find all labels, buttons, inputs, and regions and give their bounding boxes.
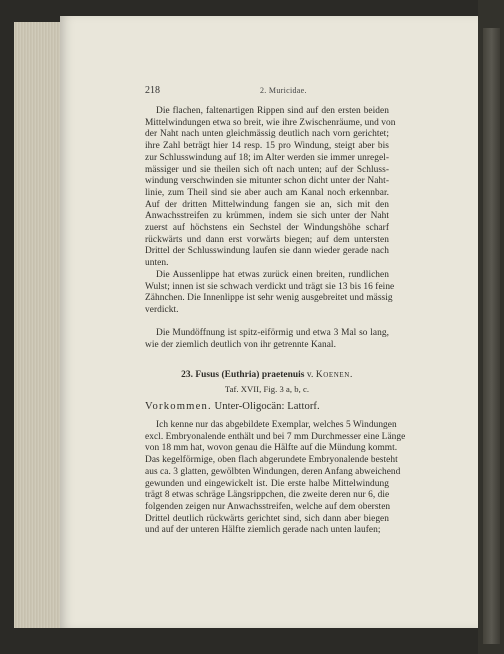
occurrence-label: Vorkommen. (145, 401, 212, 412)
text-line: der Naht nach unten gleichmässig deutlich nach vorn gerichtet; (145, 129, 389, 140)
text-line: wie der ziemlich deutlich von ihr getrennte Kanal. (145, 339, 336, 350)
species-number: 23. (181, 370, 193, 380)
species-heading (145, 370, 389, 384)
page-number: 218 (145, 85, 160, 96)
text-line: Zähnchen. Die Innenlippe ist sehr wenig ausgebreitet und mässig (145, 293, 393, 304)
text-line: gewunden und eingewickelt ist. Die erste halbe Mittelwindung (145, 478, 389, 489)
author-prefix: v. (306, 370, 314, 380)
text-line: ihre Zahl beträgt hier 14 resp. 15 pro Windung, steigt aber bis (145, 141, 389, 152)
text-line: windung verschwinden sie mitunter schon dicht unter der Naht- (145, 176, 389, 187)
text-line: und auf der unteren Hälfte ziemlich gerade nach unten laufen; (145, 525, 381, 536)
text-line: Drittel deutlich rückwärts gerichtet sind, sich dann aber biegen (145, 513, 389, 524)
paragraph-specimen-description (145, 420, 406, 537)
text-line: trägt 8 etwas schräge Längsrippchen, die zweite deren nur 6, die (145, 490, 390, 501)
text-line: folgenden zeigen nur Anwachsstreifen, welche auf dem obersten (145, 501, 391, 512)
text-line: zur Schlusswindung auf 18; im Alter werden sie immer unregel- (145, 152, 389, 163)
text-line: Anwachsstreifen zu krümmen, indem sie sich unter der Naht (145, 211, 389, 222)
plate-reference-text: Taf. XVII, Fig. 3 a, b, c. (224, 384, 310, 394)
text-line: linie, zum Theil sind sie aber auch am Kanal noch erkennbar. (145, 187, 389, 198)
text-line: mässiger und sie theilen sich oft nach unten; auf der Schluss- (145, 164, 389, 175)
text-line: Ich kenne nur das abgebildete Exemplar, welches 5 Windungen (156, 420, 397, 430)
text-line: von 18 mm hat, wovon genau die Hälfte auf die Mündung kommt. (145, 443, 398, 454)
text-line: Die flachen, faltenartigen Rippen sind auf den ersten beiden (156, 106, 389, 116)
text-line: verdickt. (145, 305, 179, 316)
text-line: excl. Embryonalende enthält und bei 7 mm Durchmesser eine Länge (145, 431, 406, 442)
species-name: Fusus (Euthria) praetenuis (195, 370, 305, 380)
paragraph-outer-lip (145, 270, 395, 317)
text-line: Das kegelförmige, oben flach abgerundete Embryonalende besteht (145, 455, 398, 466)
running-title: 2. Muricidae. (260, 86, 307, 95)
occurrence-line (145, 401, 389, 417)
paragraph-aperture (145, 328, 389, 351)
spine-tab (483, 28, 500, 644)
page-stack-edge (14, 22, 64, 628)
page-header (145, 85, 389, 99)
text-line: Die Aussenlippe hat etwas zurück einen breiten, rundlichen (156, 270, 389, 280)
text-line: Die Mundöffnung ist spitz-eiförmig und etwa 3 Mal so lang, (156, 328, 389, 338)
text-line: unten. (145, 258, 169, 269)
text-line: Drittel der Schlusswindung laufen sie dann wieder gerade nach (145, 246, 389, 257)
text-line: rückwärts und dann erst vorwärts biegen; auf dem untersten (145, 234, 389, 245)
plate-reference (145, 384, 389, 397)
text-line: zuerst auf höchstens ein Sechstel der Windungshöhe scharf (145, 223, 389, 233)
occurrence-text: Unter-Oligocän: Lattorf. (214, 401, 320, 412)
paragraph-rib-description (145, 106, 396, 270)
text-line: aus ca. 3 glatten, gewölbten Windungen, deren Anfang abweichend (145, 466, 401, 477)
text-line: Auf der dritten Mittelwindung fangen sie an, sich mit den (145, 199, 389, 210)
text-line: Wulst; innen ist sie schwach verdickt und trägt sie 13 bis 16 feine (145, 281, 395, 292)
text-line: Mittelwindungen etwa so breit, wie ihre Zwischenräume, und von (145, 117, 396, 128)
species-author: Koenen. (315, 370, 353, 380)
